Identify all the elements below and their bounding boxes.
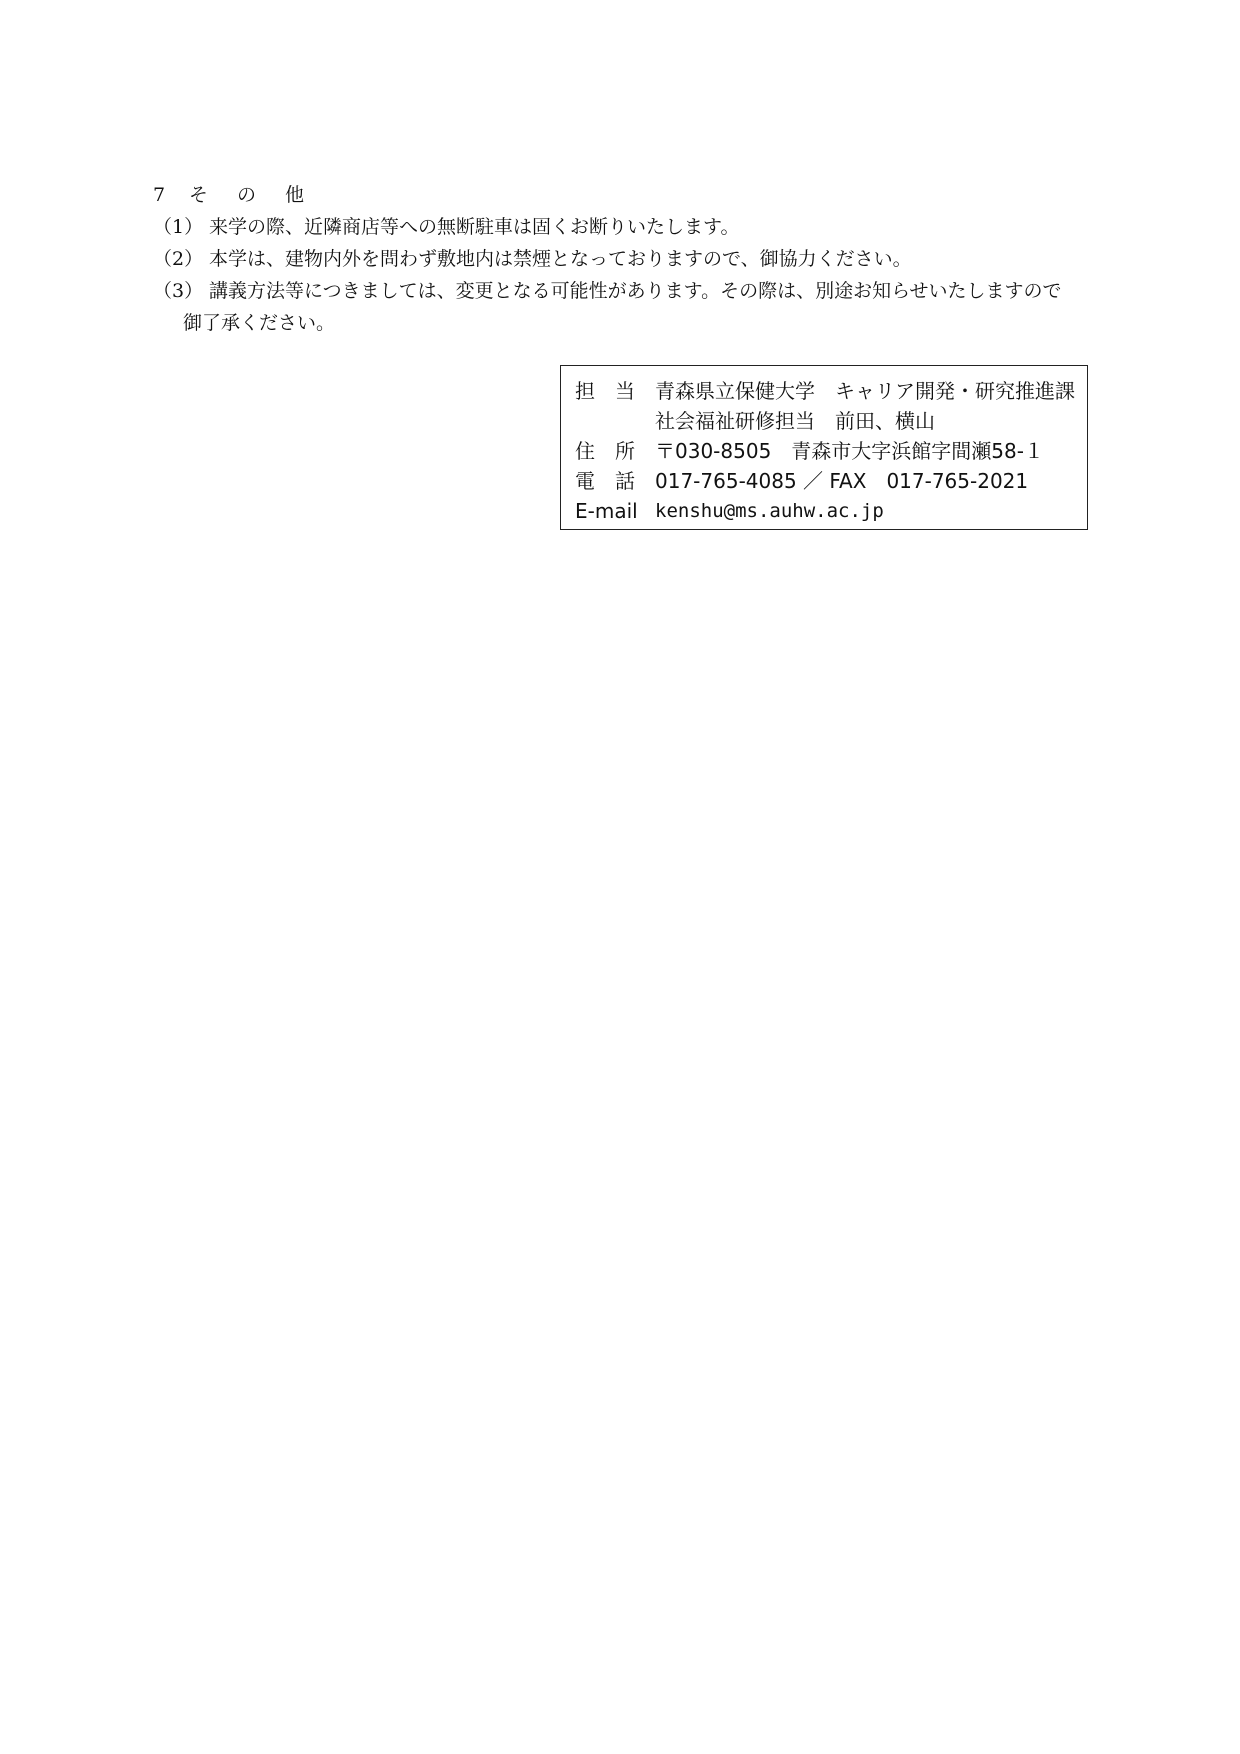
section-heading	[153, 180, 333, 207]
contact-box	[560, 365, 1088, 530]
contact-row-address	[575, 436, 1073, 466]
contact-label: 住 所	[575, 439, 635, 463]
section-number: 7	[153, 184, 166, 206]
section-title-char-2: の	[237, 184, 257, 206]
contact-row-person	[575, 376, 1073, 406]
note-marker: （3）	[153, 280, 204, 302]
contact-email: kenshu@ms.auhw.ac.jp	[655, 500, 884, 522]
contact-row-person-names	[575, 406, 1073, 436]
contact-label: 電 話	[575, 469, 635, 493]
contact-row-email	[575, 496, 1073, 526]
note-item	[153, 243, 1093, 275]
contact-names: 社会福祉研修担当 前田、横山	[655, 409, 935, 433]
note-text: 本学は、建物内外を問わず敷地内は禁煙となっておりますので、御協力ください。	[209, 248, 912, 270]
contact-label: 担 当	[575, 379, 635, 403]
section-title-char-3: 他	[285, 184, 305, 206]
section-title-char-1: そ	[189, 184, 209, 206]
note-item	[153, 211, 1093, 243]
note-marker: （2）	[153, 248, 204, 270]
contact-row-phone	[575, 466, 1073, 496]
contact-address: 〒030-8505 青森市大字浜館字間瀬58-１	[655, 439, 1044, 463]
contact-label: E-mail	[575, 499, 638, 523]
contact-phone-fax: 017-765-4085 ／ FAX 017-765-2021	[655, 469, 1029, 493]
note-marker: （1）	[153, 216, 204, 238]
note-text: 講義方法等につきましては、変更となる可能性があります。その際は、別途お知らせいたしますので	[209, 280, 1062, 302]
note-continuation: 御了承ください。	[183, 312, 336, 334]
contact-department: 青森県立保健大学 キャリア開発・研究推進課	[655, 379, 1075, 403]
contact-label	[575, 406, 655, 436]
notes-list	[153, 211, 1093, 339]
note-item	[153, 275, 1093, 307]
note-text: 来学の際、近隣商店等への無断駐車は固くお断りいたします。	[209, 216, 740, 238]
